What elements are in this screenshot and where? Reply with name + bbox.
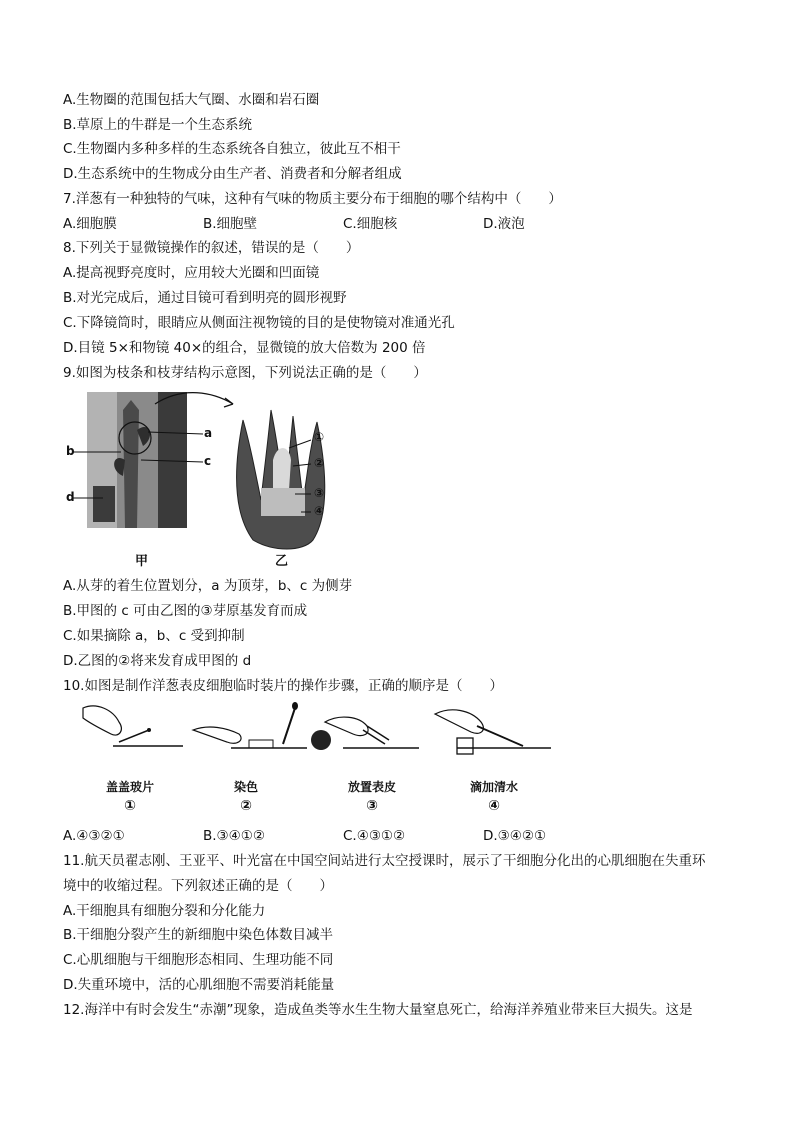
step2-drawing bbox=[193, 702, 307, 748]
q10-option-d: D.③④②① bbox=[483, 828, 547, 844]
q12-stem-line1: 12.海洋中有时会发生“赤潮”现象，造成鱼类等水生生物大量窒息死亡，给海洋养殖业带来巨大损失。这是 bbox=[63, 1002, 693, 1018]
q9-option-d: D.乙图的②将来发育成甲图的 d bbox=[63, 653, 252, 669]
q9-option-b: B.甲图的 c 可由乙图的③芽原基发育而成 bbox=[63, 603, 308, 619]
label-b: b bbox=[66, 444, 75, 458]
step3-caption: 放置表皮 bbox=[347, 780, 396, 794]
q6-option-a: A.生物圈的范围包括大气圈、水圈和岩石圈 bbox=[63, 92, 320, 108]
q8-option-a: A.提高视野亮度时，应用较大光圈和凹面镜 bbox=[63, 265, 320, 281]
label-1: ① bbox=[314, 430, 325, 444]
label-d: d bbox=[66, 490, 75, 504]
label-c: c bbox=[204, 454, 212, 468]
q6-option-c: C.生物圈内多种多样的生态系统各自独立，彼此互不相干 bbox=[63, 141, 401, 157]
q7-option-a: A.细胞膜 bbox=[63, 216, 117, 232]
q11-option-c: C.心肌细胞与干细胞形态相同、生理功能不同 bbox=[63, 952, 334, 968]
q11-option-d: D.失重环境中，活的心肌细胞不需要消耗能量 bbox=[63, 977, 335, 993]
step1-drawing bbox=[83, 706, 183, 746]
label-3: ③ bbox=[314, 486, 325, 500]
q8-stem: 8.下列关于显微镜操作的叙述，错误的是（ ） bbox=[63, 240, 360, 256]
q11-stem-line2: 境中的收缩过程。下列叙述正确的是（ ） bbox=[63, 878, 333, 894]
q10-option-c: C.④③①② bbox=[343, 828, 406, 844]
step1-number: ① bbox=[124, 798, 136, 814]
q10-option-a: A.④③②① bbox=[63, 828, 125, 844]
q8-option-d: D.目镜 5×和物镜 40×的组合，显微镜的放大倍数为 200 倍 bbox=[63, 340, 426, 356]
slide-steps-figure bbox=[63, 700, 563, 820]
label-2: ② bbox=[314, 456, 325, 470]
q9-stem: 9.如图为枝条和枝芽结构示意图，下列说法正确的是（ ） bbox=[63, 365, 427, 381]
branch-bud-diagram bbox=[63, 390, 383, 570]
q11-stem-line1: 11.航天员翟志刚、王亚平、叶光富在中国空间站进行太空授课时，展示了干细胞分化出的心肌细胞在失重环 bbox=[63, 853, 706, 869]
step2-caption: 染色 bbox=[233, 780, 258, 794]
step2-number: ② bbox=[240, 798, 252, 814]
q7-option-c: C.细胞核 bbox=[343, 216, 398, 232]
step4-drawing bbox=[435, 710, 551, 754]
q9-option-c: C.如果摘除 a，b、c 受到抑制 bbox=[63, 628, 245, 644]
q8-option-c: C.下降镜筒时，眼睛应从侧面注视物镜的目的是使物镜对准通光孔 bbox=[63, 315, 455, 331]
step4-caption: 滴加清水 bbox=[469, 780, 518, 794]
q9-option-a: A.从芽的着生位置划分，a 为顶芽，b、c 为侧芽 bbox=[63, 578, 353, 594]
step3-drawing bbox=[311, 717, 419, 750]
figure-label-yi: 乙 bbox=[275, 554, 289, 569]
q7-option-d: D.液泡 bbox=[483, 216, 525, 232]
label-4: ④ bbox=[314, 504, 325, 518]
q6-option-b: B.草原上的牛群是一个生态系统 bbox=[63, 117, 253, 133]
q10-option-b: B.③④①② bbox=[203, 828, 265, 844]
figure-label-jia: 甲 bbox=[135, 554, 149, 569]
label-a: a bbox=[204, 426, 213, 440]
q11-option-a: A.干细胞具有细胞分裂和分化能力 bbox=[63, 903, 266, 919]
step3-number: ③ bbox=[366, 798, 378, 814]
branch-bud-figure bbox=[63, 390, 383, 570]
q7-option-b: B.细胞壁 bbox=[203, 216, 258, 232]
q10-stem: 10.如图是制作洋葱表皮细胞临时装片的操作步骤，正确的顺序是（ ） bbox=[63, 678, 503, 694]
q7-stem: 7.洋葱有一种独特的气味，这种有气味的物质主要分布于细胞的哪个结构中（ ） bbox=[63, 191, 562, 207]
q8-option-b: B.对光完成后，通过目镜可看到明亮的圆形视野 bbox=[63, 290, 347, 306]
step4-number: ④ bbox=[488, 798, 500, 814]
q6-option-d: D.生态系统中的生物成分由生产者、消费者和分解者组成 bbox=[63, 166, 402, 182]
q11-option-b: B.干细胞分裂产生的新细胞中染色体数目减半 bbox=[63, 927, 334, 943]
step1-caption: 盖盖玻片 bbox=[105, 780, 154, 794]
